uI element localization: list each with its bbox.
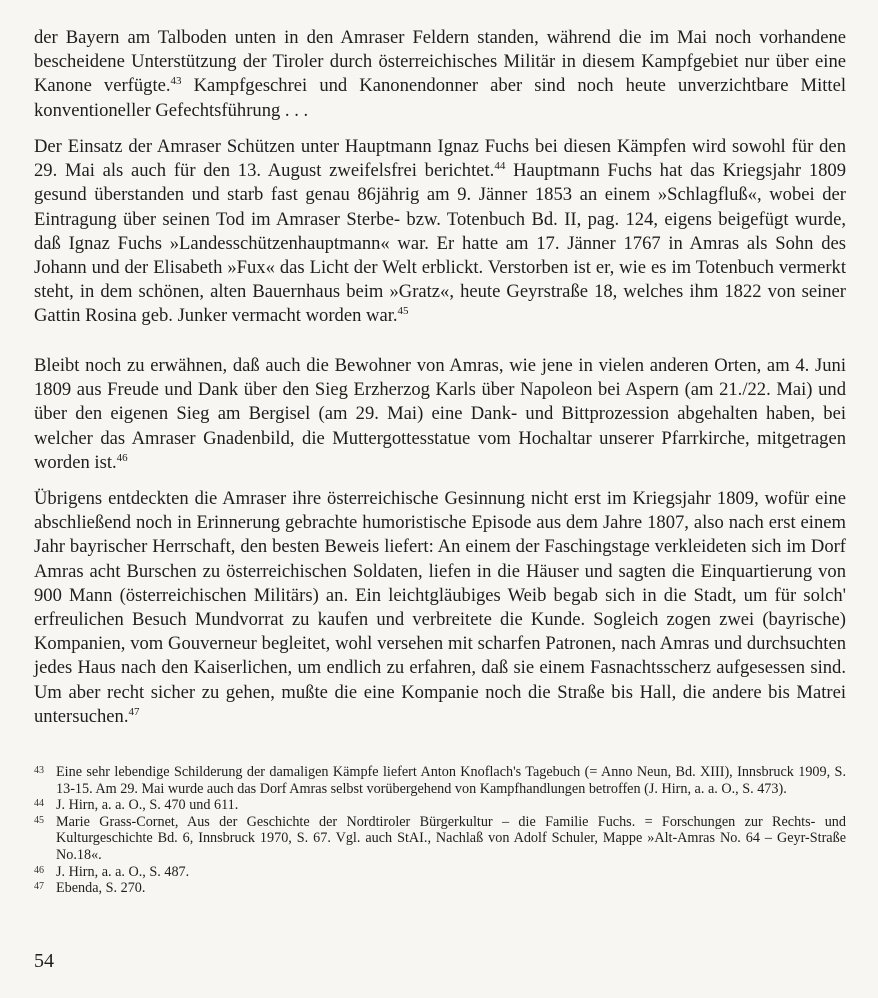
paragraph-4-text: Übrigens entdeckten die Amraser ihre österreichische Gesinnung nicht erst im Kriegsjahr 1809, wofür eine abschließend noch in Erinnerung gebrachte humoristische Episode aus dem Jahre 1807, also nach erst einem Jahr bayrischer Herrschaft, den besten Beweis liefert: An einem der Faschingstage verkleideten sich im Dorf Amras acht Burschen zu österreichischen Soldaten, liefen in die Häuser und sagten die Einquartierung von 900 Mann (österreichischen Militärs) an. Ein leichtgläubiges Weib begab sich in die Stadt, um für solch' erfreulichen Besuch Mundvorrat zu kaufen und verbreitete die Kunde. Sogleich zogen zwei (bayrische) Kompanien, vom Gouverneur begleitet, wohl versehen mit scharfen Patronen, nach Amras und durchsuchten jedes Haus nach den Kaiserlichen, um endlich zu erfahren, daß sie einem Fasnachtsscherz aufgesessen sind. Um aber recht sicher zu gehen, mußte die eine Kompanie noch die Straße bis Hall, die andere bis Matrei untersuchen. — [34, 488, 846, 727]
paragraph-3-text: Bleibt noch zu erwähnen, daß auch die Bewohner von Amras, wie jene in vielen anderen Orten, am 4. Juni 1809 aus Freude und Dank über den Sieg Erzherzog Karls über Napoleon bei Aspern (am 21./22. Mai) und über den eigenen Sieg am Bergisel (am 29. Mai) eine Dank- und Bittprozession abgehalten haben, bei welcher das Amraser Gnadenbild, die Muttergottesstatue vom Hochaltar unserer Pfarrkirche, mitgetragen worden ist. — [34, 355, 846, 473]
footnote-text: J. Hirn, a. a. O., S. 487. — [56, 863, 190, 880]
footnote-text: Ebenda, S. 270. — [56, 880, 146, 897]
paragraph-2-text: Der Einsatz der Amraser Schützen unter Hauptmann Ignaz Fuchs bei diesen Kämpfen wird sowohl für den 29. Mai als auch für den 13. August zweifelsfrei berichtet. — [34, 136, 846, 182]
paragraph-2-tail: Hauptmann Fuchs hat das Kriegsjahr 1809 gesund überstanden und starb fast genau 86jährig am 9. Jänner 1853 an einem »Schlagfluß«, wobei der Eintragung über seinen Tod im Amraser Sterbe- bzw. Totenbuch Bd. II, pag. 124, eigens beigefügt wurde, daß Ignaz Fuchs »Landesschützenhauptmann« war. Er hatte am 17. Jänner 1767 in Amras als Sohn des Johann und der Elisabeth »Fux« das Licht der Welt erblickt. Verstorben ist er, wie es im Totenbuch vermerkt steht, in dem schönen, alten Bauernhaus beim »Gratz«, heute Geyrstraße 18, welches ihm 1822 von seiner Gattin Rosina geb. Junker vermacht worden war. — [34, 160, 847, 327]
footnote-text: Marie Grass-Cornet, Aus der Geschichte der Nordtiroler Bürgerkultur – die Familie Fuchs. = Forschungen zur Rechts- und Kulturgeschichte Bd. 6, Innsbruck 1970, S. 67. Vgl. auch StAI., Nachlaß von Adolf Schuler, Mappe »Alt-Amras No. 64 – Geyr-Straße No.18«. — [56, 813, 846, 863]
footnote-46 — [34, 864, 846, 881]
footnote-ref-47: 47 — [128, 705, 140, 718]
footnotes — [34, 764, 846, 897]
paragraph-3 — [34, 354, 846, 475]
footnote-number: 47 — [34, 881, 44, 893]
footnote-ref-45: 45 — [397, 305, 409, 318]
footnote-number: 46 — [34, 864, 44, 876]
paragraph-1-text: der Bayern am Talboden unten in den Amraser Feldern standen, während die im Mai noch vorhandene bescheidene Unterstützung der Tiroler durch österreichisches Militär in diesem Kampfgebiet nur über eine Kanone verfügte. — [34, 27, 846, 97]
footnote-47 — [34, 880, 846, 897]
page-number: 54 — [34, 950, 54, 972]
paragraph-2 — [34, 135, 846, 329]
footnote-number: 45 — [34, 814, 44, 826]
footnote-ref-44: 44 — [494, 160, 506, 173]
footnote-number: 43 — [34, 765, 44, 776]
paragraph-1 — [34, 26, 846, 123]
footnote-text: Eine sehr lebendige Schilderung der damaligen Kämpfe liefert Anton Knoflach's Tagebuch (= Anno Neun, Bd. XIII), Innsbruck 1909, S. 13-15. Am 29. Mai wurde auch das Dorf Amras selbst vorübergehend von Kampfhandlungen betroffen (J. Hirn, a. a. O., S. 473). — [56, 764, 846, 797]
footnote-44 — [34, 797, 846, 814]
footnote-45 — [34, 814, 846, 864]
footnote-number: 44 — [34, 798, 44, 810]
footnote-43 — [34, 764, 846, 797]
footnote-ref-46: 46 — [116, 451, 128, 464]
footnote-ref-43: 43 — [170, 75, 182, 88]
footnote-text: J. Hirn, a. a. O., S. 470 und 611. — [56, 797, 239, 814]
paragraph-1-tail: Kampfgeschrei und Kanonendonner aber sind noch heute unverzichtbare Mittel konventioneller Gefechtsführung . . . — [34, 75, 846, 121]
paragraph-4 — [34, 487, 846, 729]
